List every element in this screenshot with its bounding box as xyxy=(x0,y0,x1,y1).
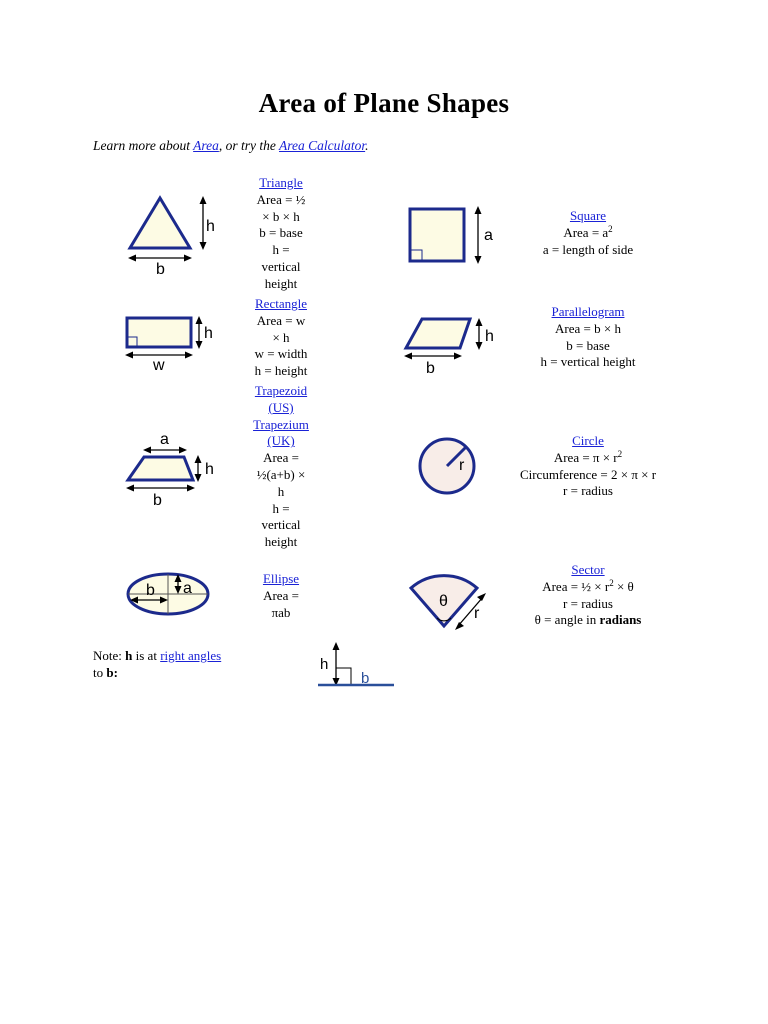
sector-text xyxy=(508,562,668,629)
arrowhead xyxy=(196,341,203,349)
sector-theta-label: θ xyxy=(439,593,448,610)
triangle-text xyxy=(240,175,322,293)
ellipse-a-label: a xyxy=(183,580,192,597)
parallelogram-figure xyxy=(400,312,504,378)
trapezoid-line-4: h = xyxy=(272,500,290,516)
sector-link[interactable]: Sector xyxy=(571,562,605,577)
trapezoid-line-3: h xyxy=(277,483,285,499)
note-h-label: h xyxy=(320,656,329,673)
square-shape xyxy=(410,209,464,261)
sector-angle-line xyxy=(508,612,668,629)
trapezoid-text xyxy=(240,383,322,551)
intro-prefix: Learn more about xyxy=(93,138,194,153)
arrowhead xyxy=(187,485,195,492)
ellipse-link[interactable]: Ellipse xyxy=(262,571,300,586)
triangle-line-5: vertical xyxy=(261,258,301,274)
arrowhead xyxy=(475,256,482,264)
square-area-text: Area = a xyxy=(563,224,609,240)
circle-line-2: r = radius xyxy=(563,483,613,499)
ellipse-line-2: πab xyxy=(271,604,291,620)
trapezoid-link-line-2[interactable]: (US) xyxy=(268,399,294,415)
parallelogram-link[interactable]: Parallelogram xyxy=(551,304,625,319)
triangle-shape xyxy=(130,198,190,248)
arrowhead xyxy=(125,352,133,359)
right-angles-link[interactable]: right angles xyxy=(160,648,222,663)
right-angle-mark xyxy=(336,668,351,684)
page-title: Area of Plane Shapes xyxy=(258,88,510,118)
triangle-line-2: × b × h xyxy=(262,208,300,224)
triangle-link[interactable]: Triangle xyxy=(259,175,303,190)
circle-link[interactable]: Circle xyxy=(572,433,604,448)
arrowhead xyxy=(333,642,340,650)
sector-radians-bold: radians xyxy=(599,612,642,628)
sector-radius-line: r = radius xyxy=(563,595,613,611)
parallelogram-text xyxy=(508,304,668,371)
parallelogram-h-label: h xyxy=(485,328,494,345)
arrowhead xyxy=(195,474,202,482)
sector-angle-text: θ = angle in xyxy=(534,612,600,628)
trapezoid-shape xyxy=(128,457,193,480)
square-figure xyxy=(404,202,504,268)
square-line-1: a = length of side xyxy=(542,241,634,257)
intro-middle: , or try the xyxy=(218,138,280,153)
rectangle-line-3: w = width xyxy=(254,346,308,362)
arrowhead xyxy=(195,455,202,463)
rectangle-text xyxy=(240,296,322,380)
parallelogram-line-3: h = vertical height xyxy=(540,354,636,370)
trapezoid-h-label: h xyxy=(205,461,214,478)
ellipse-text xyxy=(240,571,322,621)
sector-area-text: Area = ½ × r xyxy=(542,578,610,594)
sector-area-exponent: 2 xyxy=(609,577,614,588)
square-area xyxy=(508,225,668,242)
parallelogram-line-2: b = base xyxy=(566,337,610,353)
sector-area-suffix: × θ xyxy=(613,578,634,594)
note-middle: is at xyxy=(132,648,161,663)
rectangle-link[interactable]: Rectangle xyxy=(255,296,307,311)
note-line2-prefix: to xyxy=(93,664,107,680)
triangle-line-4: h = xyxy=(272,242,290,258)
square-area-exponent: 2 xyxy=(608,223,613,234)
trapezoid-figure xyxy=(120,428,224,510)
trapezoid-line-5: vertical xyxy=(261,517,301,533)
rectangle-line-2: × h xyxy=(272,329,290,345)
sector-area xyxy=(508,579,668,596)
note-prefix: Note: xyxy=(93,648,126,663)
rectangle-w-label: w xyxy=(153,357,165,374)
intro-text xyxy=(93,138,369,154)
parallelogram-shape xyxy=(406,319,470,348)
sector-figure xyxy=(404,568,496,636)
trapezoid-b-label: b xyxy=(153,492,162,509)
trapezoid-a-label: a xyxy=(160,431,169,448)
trapezoid-line-2: ½(a+b) × xyxy=(256,466,306,482)
square-a-label: a xyxy=(484,227,493,244)
arrowhead xyxy=(477,593,486,601)
triangle-b-label: b xyxy=(156,261,165,278)
circle-r-label: r xyxy=(459,457,465,474)
sector-r-label: r xyxy=(474,605,480,622)
arrowhead xyxy=(143,447,151,454)
note-line-1 xyxy=(93,648,221,665)
arrowhead xyxy=(475,206,482,214)
square-link[interactable]: Square xyxy=(569,208,607,223)
arrowhead xyxy=(185,352,193,359)
trapezium-link-line-1[interactable]: Trapezium xyxy=(253,416,309,432)
arrowhead xyxy=(179,447,187,454)
circle-area-text: Area = π × r xyxy=(553,449,618,465)
trapezium-link-line-2[interactable]: (UK) xyxy=(267,433,295,449)
ellipse-line-1: Area = xyxy=(263,587,299,603)
note-line-2 xyxy=(93,665,221,682)
note-h-bold: h xyxy=(125,648,133,663)
circle-text xyxy=(498,433,678,500)
circle-line-1: Circumference = 2 × π × r xyxy=(519,466,657,482)
rectangle-h-label: h xyxy=(204,325,213,342)
trapezoid-line-6: height xyxy=(264,534,298,550)
intro-suffix: . xyxy=(365,138,369,153)
area-calculator-link[interactable]: Area Calculator xyxy=(279,138,366,153)
arrowhead xyxy=(476,318,483,326)
triangle-line-1: Area = ½ xyxy=(256,191,306,207)
trapezoid-link-line-1[interactable]: Trapezoid xyxy=(254,383,308,398)
note-b-label: b xyxy=(361,670,370,687)
arrowhead xyxy=(200,242,207,250)
parallelogram-b-label: b xyxy=(426,360,435,377)
square-text xyxy=(508,208,668,258)
parallelogram-line-1: Area = b × h xyxy=(555,320,621,336)
ellipse-figure xyxy=(122,570,216,620)
triangle-line-3: b = base xyxy=(259,225,303,241)
trapezoid-line-1: Area = xyxy=(263,450,299,466)
arrowhead xyxy=(126,485,134,492)
ellipse-b-label: b xyxy=(146,582,155,599)
triangle-figure xyxy=(122,190,222,280)
circle-figure xyxy=(414,432,484,502)
triangle-line-6: height xyxy=(264,275,298,291)
rectangle-figure xyxy=(120,312,220,374)
rectangle-line-4: h = height xyxy=(254,363,308,379)
note-text xyxy=(93,648,221,682)
arrowhead xyxy=(184,255,192,262)
arrowhead xyxy=(455,622,464,630)
note-b-bold: b: xyxy=(106,664,118,680)
circle-area xyxy=(498,450,678,467)
arrowhead xyxy=(404,353,412,360)
circle-area-exponent: 2 xyxy=(617,448,623,459)
area-link[interactable]: Area xyxy=(193,138,219,153)
arrowhead xyxy=(128,255,136,262)
arrowhead xyxy=(196,316,203,324)
arrowhead xyxy=(454,353,462,360)
rectangle-line-1: Area = w xyxy=(256,312,306,328)
triangle-h-label: h xyxy=(206,218,215,235)
arrowhead xyxy=(476,342,483,350)
right-angle-figure xyxy=(314,638,398,690)
arrowhead xyxy=(200,196,207,204)
